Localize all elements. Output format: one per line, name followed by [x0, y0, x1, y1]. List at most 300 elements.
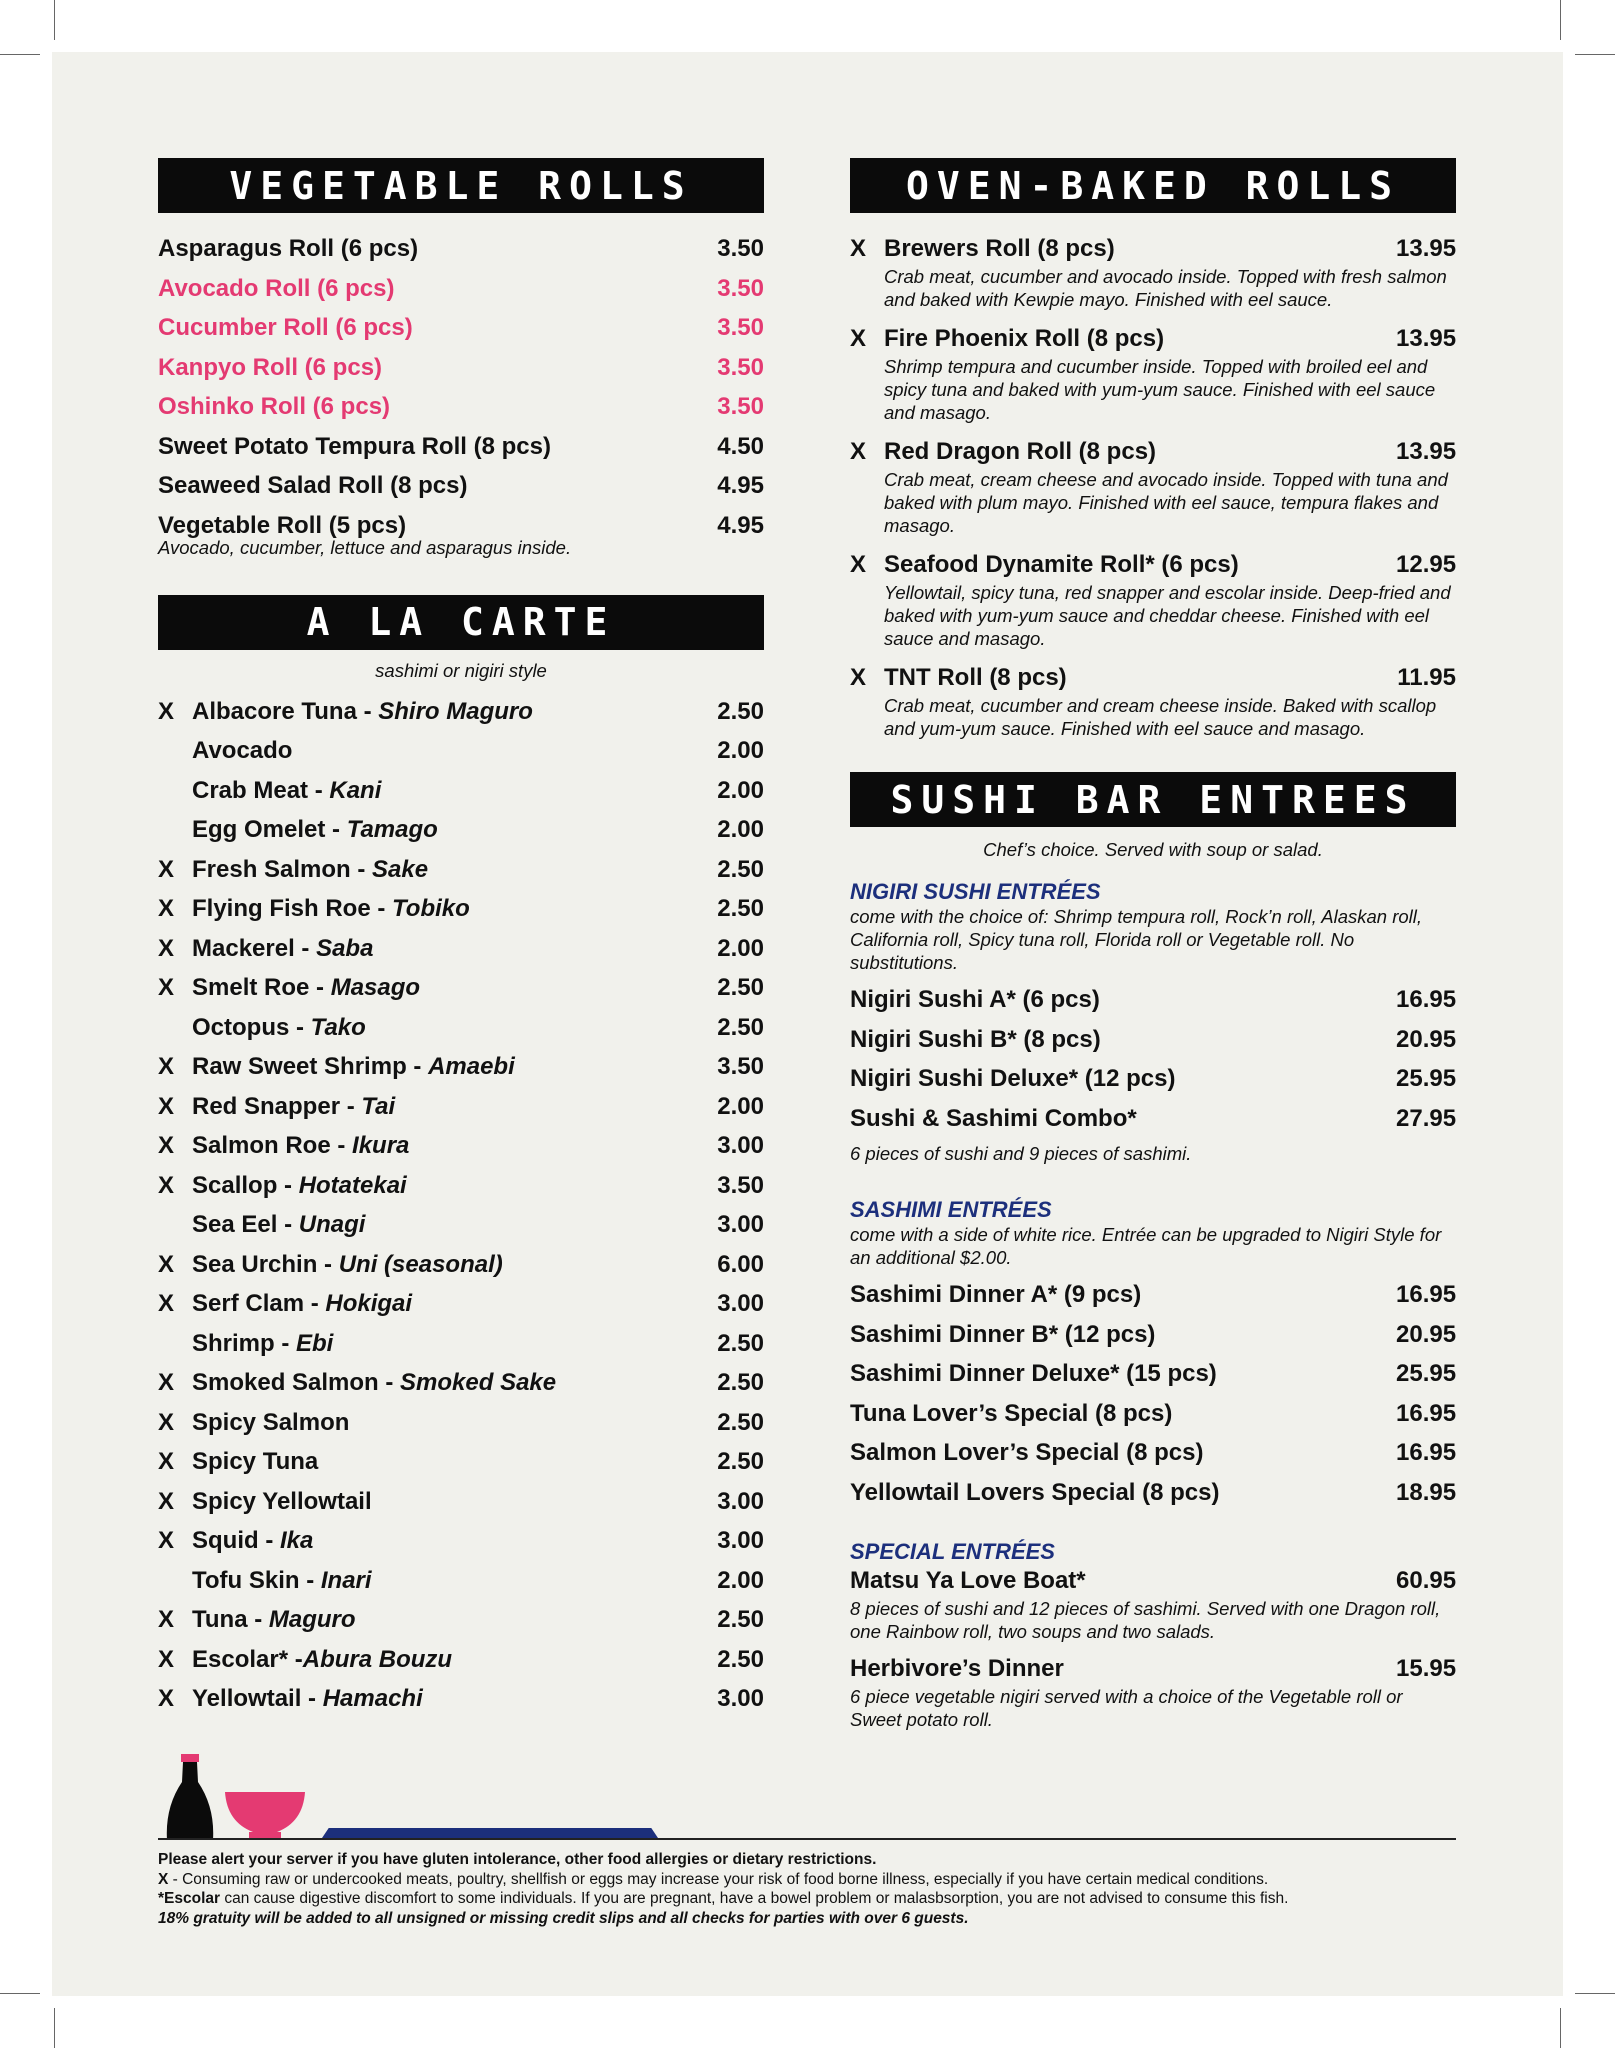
item-name [192, 933, 704, 965]
raw-mark: X [158, 895, 175, 922]
raw-mark: X [158, 1369, 175, 1396]
item-name [192, 1091, 704, 1123]
item-english-name: Crab Meat [192, 776, 309, 804]
raw-mark: X [158, 1171, 175, 1199]
item-price: 2.50 [717, 1329, 764, 1357]
item-price: 2.50 [717, 1408, 764, 1436]
item-english-name: Fresh Salmon [192, 855, 351, 883]
item-name: Sushi & Sashimi Combo* [850, 1104, 1137, 1132]
menu-item [850, 436, 1456, 537]
item-name: Salmon Lover’s Special (8 pcs) [850, 1439, 1204, 1466]
menu-item-row [158, 933, 764, 965]
item-name [192, 1486, 704, 1518]
nigiri-description: come with the choice of: Shrimp tempura roll, Rock’n roll, Alaskan roll, California roll, Spicy tuna roll, Florida roll or Vegetable roll. No substitutions. [850, 906, 1423, 973]
item-price: 4.95 [717, 511, 764, 539]
item-japanese-name: Kani [329, 776, 382, 804]
menu-item [850, 1565, 1456, 1643]
oven-baked-rolls-list [850, 233, 1456, 740]
item-separator: - [288, 1645, 303, 1673]
item-japanese-name: Amaebi [428, 1053, 515, 1080]
item-name [192, 893, 704, 925]
item-separator: - [299, 1566, 321, 1594]
item-separator: - [340, 1092, 362, 1120]
item-price: 3.00 [717, 1132, 764, 1159]
item-english-name: Smoked Salmon [192, 1369, 379, 1396]
footer-notes [158, 1850, 1456, 1928]
item-name [192, 1130, 704, 1162]
menu-item [850, 662, 1456, 740]
menu-item-row [158, 972, 764, 1004]
item-english-name: Red Snapper [192, 1092, 341, 1120]
item-english-name: Octopus [192, 1013, 290, 1041]
menu-item-row [850, 436, 1456, 468]
item-price: 25.95 [1396, 1065, 1457, 1092]
item-name: Nigiri Sushi Deluxe* (12 pcs) [850, 1065, 1176, 1092]
item-name: Tuna Lover’s Special (8 pcs) [850, 1399, 1173, 1427]
gratuity-note: 18% gratuity will be added to all unsigned or missing credit slips and all checks for parties with over 6 guests. [158, 1909, 969, 1927]
item-price: 2.50 [717, 855, 764, 883]
special-list [850, 1565, 1456, 1731]
menu-item-row [850, 1398, 1456, 1430]
menu-item [850, 323, 1456, 424]
menu-item-row [158, 775, 764, 807]
item-price: 60.95 [1396, 1566, 1457, 1594]
item-name: Nigiri Sushi A* (6 pcs) [850, 986, 1100, 1013]
raw-mark: X [158, 697, 175, 725]
item-price: 6.00 [717, 1250, 764, 1278]
menu-item-row [850, 1653, 1456, 1685]
raw-mark: X [158, 1487, 175, 1515]
item-japanese-name: Hamachi [322, 1685, 423, 1712]
item-separator: - [317, 1250, 339, 1278]
item-english-name: Mackerel [192, 934, 295, 962]
item-english-name: Yellowtail [192, 1685, 302, 1712]
item-price: 13.95 [1396, 438, 1457, 465]
item-price: 3.00 [717, 1685, 764, 1712]
item-description: Avocado, cucumber, lettuce and asparagus inside. [158, 536, 572, 558]
entrees-note: Chef’s choice. Served with soup or salad. [983, 839, 1323, 860]
combo-description: 6 pieces of sushi and 9 pieces of sashimi. [850, 1143, 1192, 1164]
menu-item-row [158, 391, 764, 423]
menu-item-row [158, 1288, 764, 1320]
item-price: 16.95 [1396, 986, 1457, 1013]
item-price: 2.00 [717, 816, 764, 843]
raw-mark: X [158, 934, 175, 962]
crop-mark [1575, 54, 1615, 55]
menu-item [158, 273, 764, 305]
raw-mark: X [158, 1606, 175, 1633]
menu-item-row [158, 470, 764, 502]
item-japanese-name: Tobiko [392, 895, 470, 922]
item-description: Crab meat, cucumber and cream cheese inside. Baked with scallop and yum-yum sauce. Finished with eel sauce and masago. [884, 695, 1437, 739]
item-japanese-name: Inari [320, 1566, 372, 1594]
item-price: 2.50 [717, 1645, 764, 1673]
item-english-name: Scallop [192, 1171, 278, 1199]
menu-item-row [158, 1170, 764, 1202]
item-name [192, 775, 704, 807]
item-english-name: Sea Urchin [192, 1250, 318, 1278]
item-separator: - [350, 855, 373, 883]
raw-mark: X [158, 1685, 175, 1712]
menu-item-row [158, 735, 764, 767]
item-name: Sashimi Dinner B* (12 pcs) [850, 1320, 1156, 1348]
item-price: 3.50 [717, 235, 764, 262]
menu-item-row [850, 1279, 1456, 1311]
item-english-name: Tuna [192, 1606, 248, 1633]
item-japanese-name: Ikura [352, 1132, 410, 1159]
item-separator: - [378, 1369, 401, 1396]
menu-item-row [158, 431, 764, 463]
item-price: 16.95 [1396, 1399, 1457, 1427]
menu-item [158, 470, 764, 502]
raw-mark: X [158, 1132, 175, 1159]
item-price: 12.95 [1396, 551, 1457, 578]
item-name [192, 854, 704, 886]
item-price: 2.00 [717, 1566, 764, 1594]
menu-item-row [158, 1012, 764, 1044]
item-name [192, 1565, 704, 1597]
item-price: 2.50 [717, 1369, 764, 1396]
item-english-name: Shrimp [192, 1329, 275, 1357]
item-name [192, 696, 704, 728]
menu-item-row [850, 323, 1456, 355]
raw-mark: X [850, 325, 867, 352]
item-name [192, 1604, 704, 1636]
raw-mark: X [158, 1448, 175, 1475]
item-name: Red Dragon Roll (8 pcs) [884, 438, 1157, 465]
item-price: 2.50 [717, 1013, 764, 1041]
item-price: 16.95 [1396, 1281, 1457, 1308]
menu-item-row [158, 854, 764, 886]
item-japanese-name: Shiro Maguro [378, 697, 533, 725]
item-price: 25.95 [1396, 1360, 1457, 1387]
item-name: Oshinko Roll (6 pcs) [158, 393, 391, 420]
item-english-name: Spicy Salmon [192, 1408, 350, 1436]
item-name: Asparagus Roll (6 pcs) [158, 235, 419, 262]
raw-mark: X [158, 1408, 175, 1436]
menu-item-row [158, 1446, 764, 1478]
oven-baked-rolls-banner: OVEN-BAKED ROLLS [850, 158, 1456, 213]
item-name [192, 1051, 704, 1083]
menu-item-row [158, 1328, 764, 1360]
raw-mark: X [158, 1527, 175, 1554]
escolar-warning: *Escolar can cause digestive discomfort to some individuals. If you are pregnant, have a bowel problem or malasbsorption, you are not advised to consume this fish. [158, 1890, 1289, 1907]
menu-item-row [158, 1604, 764, 1636]
item-price: 13.95 [1396, 325, 1457, 352]
raw-mark: X [850, 438, 867, 465]
a-la-carte-list [158, 696, 764, 1716]
item-price: 2.00 [717, 934, 764, 962]
crop-mark [1560, 2008, 1561, 2048]
item-name [192, 735, 704, 767]
item-english-name: Smelt Roe [192, 974, 310, 1001]
vegetable-rolls-list [158, 233, 764, 559]
item-english-name: Spicy Tuna [192, 1448, 319, 1475]
crop-mark [1560, 0, 1561, 40]
menu-item [850, 1653, 1456, 1731]
item-separator: - [274, 1329, 297, 1357]
item-japanese-name: Masago [330, 974, 421, 1001]
item-japanese-name: Tai [361, 1092, 396, 1120]
raw-mark: X [850, 551, 867, 578]
item-name: Brewers Roll (8 pcs) [884, 235, 1115, 262]
item-japanese-name: Abura Bouzu [302, 1645, 453, 1673]
item-price: 4.50 [717, 432, 764, 460]
menu-item-row [850, 1103, 1456, 1135]
menu-item [158, 312, 764, 344]
item-price: 16.95 [1396, 1439, 1457, 1466]
raw-mark: X [158, 1645, 175, 1673]
item-price: 2.50 [717, 697, 764, 725]
item-name [192, 1328, 704, 1360]
item-name [192, 972, 704, 1004]
menu-item-row [158, 1565, 764, 1597]
menu-item-row [158, 273, 764, 305]
raw-mark: X [158, 1092, 175, 1120]
decorative-blue-bar [322, 1828, 658, 1838]
item-name: Vegetable Roll (5 pcs) [158, 511, 407, 539]
item-separator: - [301, 1685, 323, 1712]
menu-item-row [158, 1486, 764, 1518]
item-price: 3.00 [717, 1290, 764, 1317]
item-name [192, 1644, 704, 1676]
item-japanese-name: Smoked Sake [400, 1369, 557, 1396]
item-english-name: Raw Sweet Shrimp [192, 1053, 407, 1080]
raw-mark: X [158, 1250, 175, 1278]
nigiri-section [850, 879, 1456, 1165]
menu-item [850, 233, 1456, 311]
item-name [192, 1446, 704, 1478]
item-english-name: Salmon Roe [192, 1132, 331, 1159]
item-description: 6 piece vegetable nigiri served with a choice of the Vegetable roll or Sweet potato roll. [850, 1685, 1403, 1730]
raw-mark: X [158, 974, 175, 1001]
menu-item-row [850, 1063, 1456, 1095]
item-price: 2.50 [717, 1448, 764, 1475]
item-separator: - [330, 1132, 353, 1159]
menu-item-row [158, 1130, 764, 1162]
item-separator: - [304, 1290, 326, 1317]
menu-item-row [158, 312, 764, 344]
item-name [192, 1209, 704, 1241]
item-english-name: Flying Fish Roe [192, 895, 371, 922]
crop-mark [54, 2008, 55, 2048]
item-price: 20.95 [1396, 1025, 1457, 1053]
item-price: 15.95 [1396, 1654, 1457, 1682]
crop-mark [54, 0, 55, 40]
raw-mark: X [850, 235, 867, 262]
menu-item-row [158, 1367, 764, 1399]
raw-mark: X [158, 1290, 175, 1317]
item-name: Nigiri Sushi B* (8 pcs) [850, 1025, 1101, 1053]
raw-warning: X - Consuming raw or undercooked meats, poultry, shellfish or eggs may increase your risk of food borne illness, especially if you have certain medical conditions. [158, 1870, 1269, 1888]
item-separator: - [289, 1013, 311, 1041]
item-japanese-name: Hotatekai [298, 1171, 407, 1199]
item-price: 2.50 [717, 895, 764, 922]
menu-item-row [158, 1091, 764, 1123]
crop-mark [1575, 1993, 1615, 1994]
item-japanese-name: Tamago [346, 816, 438, 843]
item-price: 3.50 [717, 1171, 764, 1199]
crop-mark [0, 1993, 40, 1994]
menu-item-row [158, 1051, 764, 1083]
item-japanese-name: Tako [310, 1013, 366, 1041]
item-price: 4.95 [717, 472, 764, 499]
menu-item-row [158, 814, 764, 846]
menu-item [158, 431, 764, 463]
item-english-name: Escolar* [192, 1645, 289, 1673]
item-english-name: Spicy Yellowtail [192, 1487, 372, 1515]
item-name: Yellowtail Lovers Special (8 pcs) [850, 1478, 1220, 1506]
item-japanese-name: Ebi [296, 1329, 334, 1357]
item-english-name: Sea Eel [192, 1211, 278, 1238]
item-separator: - [406, 1053, 429, 1080]
menu-item-row [158, 1525, 764, 1557]
item-price: 3.50 [717, 353, 764, 381]
menu-item-row [850, 1319, 1456, 1351]
item-price: 3.50 [717, 274, 764, 302]
menu-item-row [158, 233, 764, 265]
menu-item [158, 233, 764, 265]
item-name [192, 1170, 704, 1202]
item-separator: - [277, 1171, 299, 1199]
allergy-alert: Please alert your server if you have gluten intolerance, other food allergies or dietary restrictions. [158, 1851, 877, 1868]
raw-mark: X [158, 1053, 175, 1080]
item-description: Crab meat, cucumber and avocado inside. Topped with fresh salmon and baked with Kewpie mayo. Finished with eel sauce. [884, 266, 1447, 310]
item-name: Seafood Dynamite Roll* (6 pcs) [884, 551, 1239, 578]
item-description: Yellowtail, spicy tuna, red snapper and escolar inside. Deep-fried and baked with yum-yum sauce and cheddar cheese. Finished with eel sauce and masago. [884, 582, 1451, 649]
item-japanese-name: Uni (seasonal) [338, 1250, 503, 1278]
item-english-name: Tofu Skin [192, 1566, 300, 1594]
item-name [192, 814, 704, 846]
menu-item-row [850, 1024, 1456, 1056]
item-name: Matsu Ya Love Boat* [850, 1566, 1086, 1594]
item-japanese-name: Saba [316, 934, 374, 962]
item-name: Seaweed Salad Roll (8 pcs) [158, 472, 468, 499]
item-japanese-name: Maguro [268, 1606, 356, 1633]
item-english-name: Albacore Tuna [192, 697, 357, 725]
item-name [192, 1407, 704, 1439]
sashimi-heading: SASHIMI ENTRÉES [850, 1197, 1052, 1222]
item-name [192, 1288, 704, 1320]
item-description: Shrimp tempura and cucumber inside. Topped with broiled eel and spicy tuna and baked with yum-yum sauce. Finished with eel sauce and masago. [884, 356, 1436, 423]
special-section [850, 1539, 1456, 1731]
menu-item-row [158, 1249, 764, 1281]
item-name: Sashimi Dinner A* (9 pcs) [850, 1281, 1142, 1308]
sashimi-section [850, 1197, 1456, 1509]
menu-item-row [850, 1477, 1456, 1509]
raw-mark: X [850, 664, 867, 691]
item-name: Kanpyo Roll (6 pcs) [158, 353, 383, 381]
sashimi-description: come with a side of white rice. Entrée can be upgraded to Nigiri Style for an additional $2.00. [850, 1224, 1442, 1268]
menu-item-row [850, 549, 1456, 581]
item-english-name: Serf Clam [192, 1290, 305, 1317]
item-name [192, 1525, 704, 1557]
menu-item [158, 510, 764, 559]
item-name [192, 1683, 704, 1715]
nigiri-list [850, 984, 1456, 1135]
item-english-name: Avocado [192, 737, 293, 764]
item-name [192, 1367, 704, 1399]
item-name: Sweet Potato Tempura Roll (8 pcs) [158, 432, 551, 460]
item-name: Cucumber Roll (6 pcs) [158, 314, 413, 341]
menu-item-row [158, 352, 764, 384]
raw-mark: X [158, 855, 175, 883]
item-price: 3.00 [717, 1487, 764, 1515]
menu-item [158, 352, 764, 384]
item-price: 2.50 [717, 1606, 764, 1633]
menu-item-row [158, 1407, 764, 1439]
a-la-carte-banner: A LA CARTE [158, 595, 764, 650]
sushi-bar-entrees-banner: SUSHI BAR ENTREES [850, 772, 1456, 827]
nigiri-heading: NIGIRI SUSHI ENTRÉES [850, 879, 1101, 904]
special-heading: SPECIAL ENTRÉES [850, 1538, 1055, 1564]
item-english-name: Egg Omelet [192, 816, 326, 843]
item-price: 18.95 [1396, 1478, 1457, 1506]
left-column [158, 158, 764, 1723]
menu-item-row [850, 1437, 1456, 1469]
menu-item-row [158, 893, 764, 925]
item-separator: - [277, 1211, 299, 1238]
item-price: 3.50 [717, 393, 764, 420]
item-separator: - [247, 1606, 269, 1633]
item-separator: - [308, 776, 330, 804]
item-price: 3.50 [717, 1053, 764, 1080]
item-japanese-name: Sake [372, 855, 429, 883]
menu-item-row [850, 984, 1456, 1016]
item-price: 2.50 [717, 974, 764, 1001]
menu-item-row [158, 1683, 764, 1715]
item-price: 2.00 [717, 776, 764, 804]
item-price: 11.95 [1397, 664, 1456, 691]
menu-item-row [850, 662, 1456, 694]
item-price: 3.50 [717, 314, 764, 341]
menu-item-row [850, 233, 1456, 265]
item-separator: - [309, 974, 331, 1001]
menu-item-row [158, 696, 764, 728]
item-separator: - [370, 895, 393, 922]
item-price: 13.95 [1396, 235, 1457, 262]
item-price: 27.95 [1396, 1104, 1457, 1132]
item-name: Herbivore’s Dinner [850, 1654, 1064, 1682]
vegetable-rolls-banner: VEGETABLE ROLLS [158, 158, 764, 213]
item-description: 8 pieces of sushi and 12 pieces of sashimi. Served with one Dragon roll, one Rainbow roll, two soups and two salads. [850, 1597, 1441, 1642]
item-price: 3.00 [717, 1211, 764, 1238]
item-japanese-name: Ika [279, 1527, 314, 1554]
right-column [850, 158, 1456, 1741]
footer-rule [158, 1838, 1456, 1840]
item-name [192, 1012, 704, 1044]
soy-sauce-bottle-icon [165, 1752, 315, 1842]
item-separator: - [294, 934, 317, 962]
item-price: 20.95 [1396, 1320, 1457, 1348]
menu-item-row [850, 1565, 1456, 1597]
item-name: Sashimi Dinner Deluxe* (15 pcs) [850, 1360, 1217, 1387]
menu-item [850, 549, 1456, 650]
a-la-carte-note: sashimi or nigiri style [375, 659, 547, 681]
item-separator: - [258, 1527, 280, 1554]
item-japanese-name: Unagi [298, 1211, 366, 1238]
item-price: 2.00 [717, 1092, 764, 1120]
menu-item [158, 391, 764, 423]
item-name [192, 1249, 704, 1281]
menu-item-row [850, 1358, 1456, 1390]
menu-item-row [158, 1209, 764, 1241]
item-separator: - [325, 816, 347, 843]
item-price: 2.00 [717, 737, 764, 764]
item-separator: - [356, 697, 379, 725]
crop-mark [0, 54, 40, 55]
sauce-bowl-icon [225, 1792, 305, 1840]
